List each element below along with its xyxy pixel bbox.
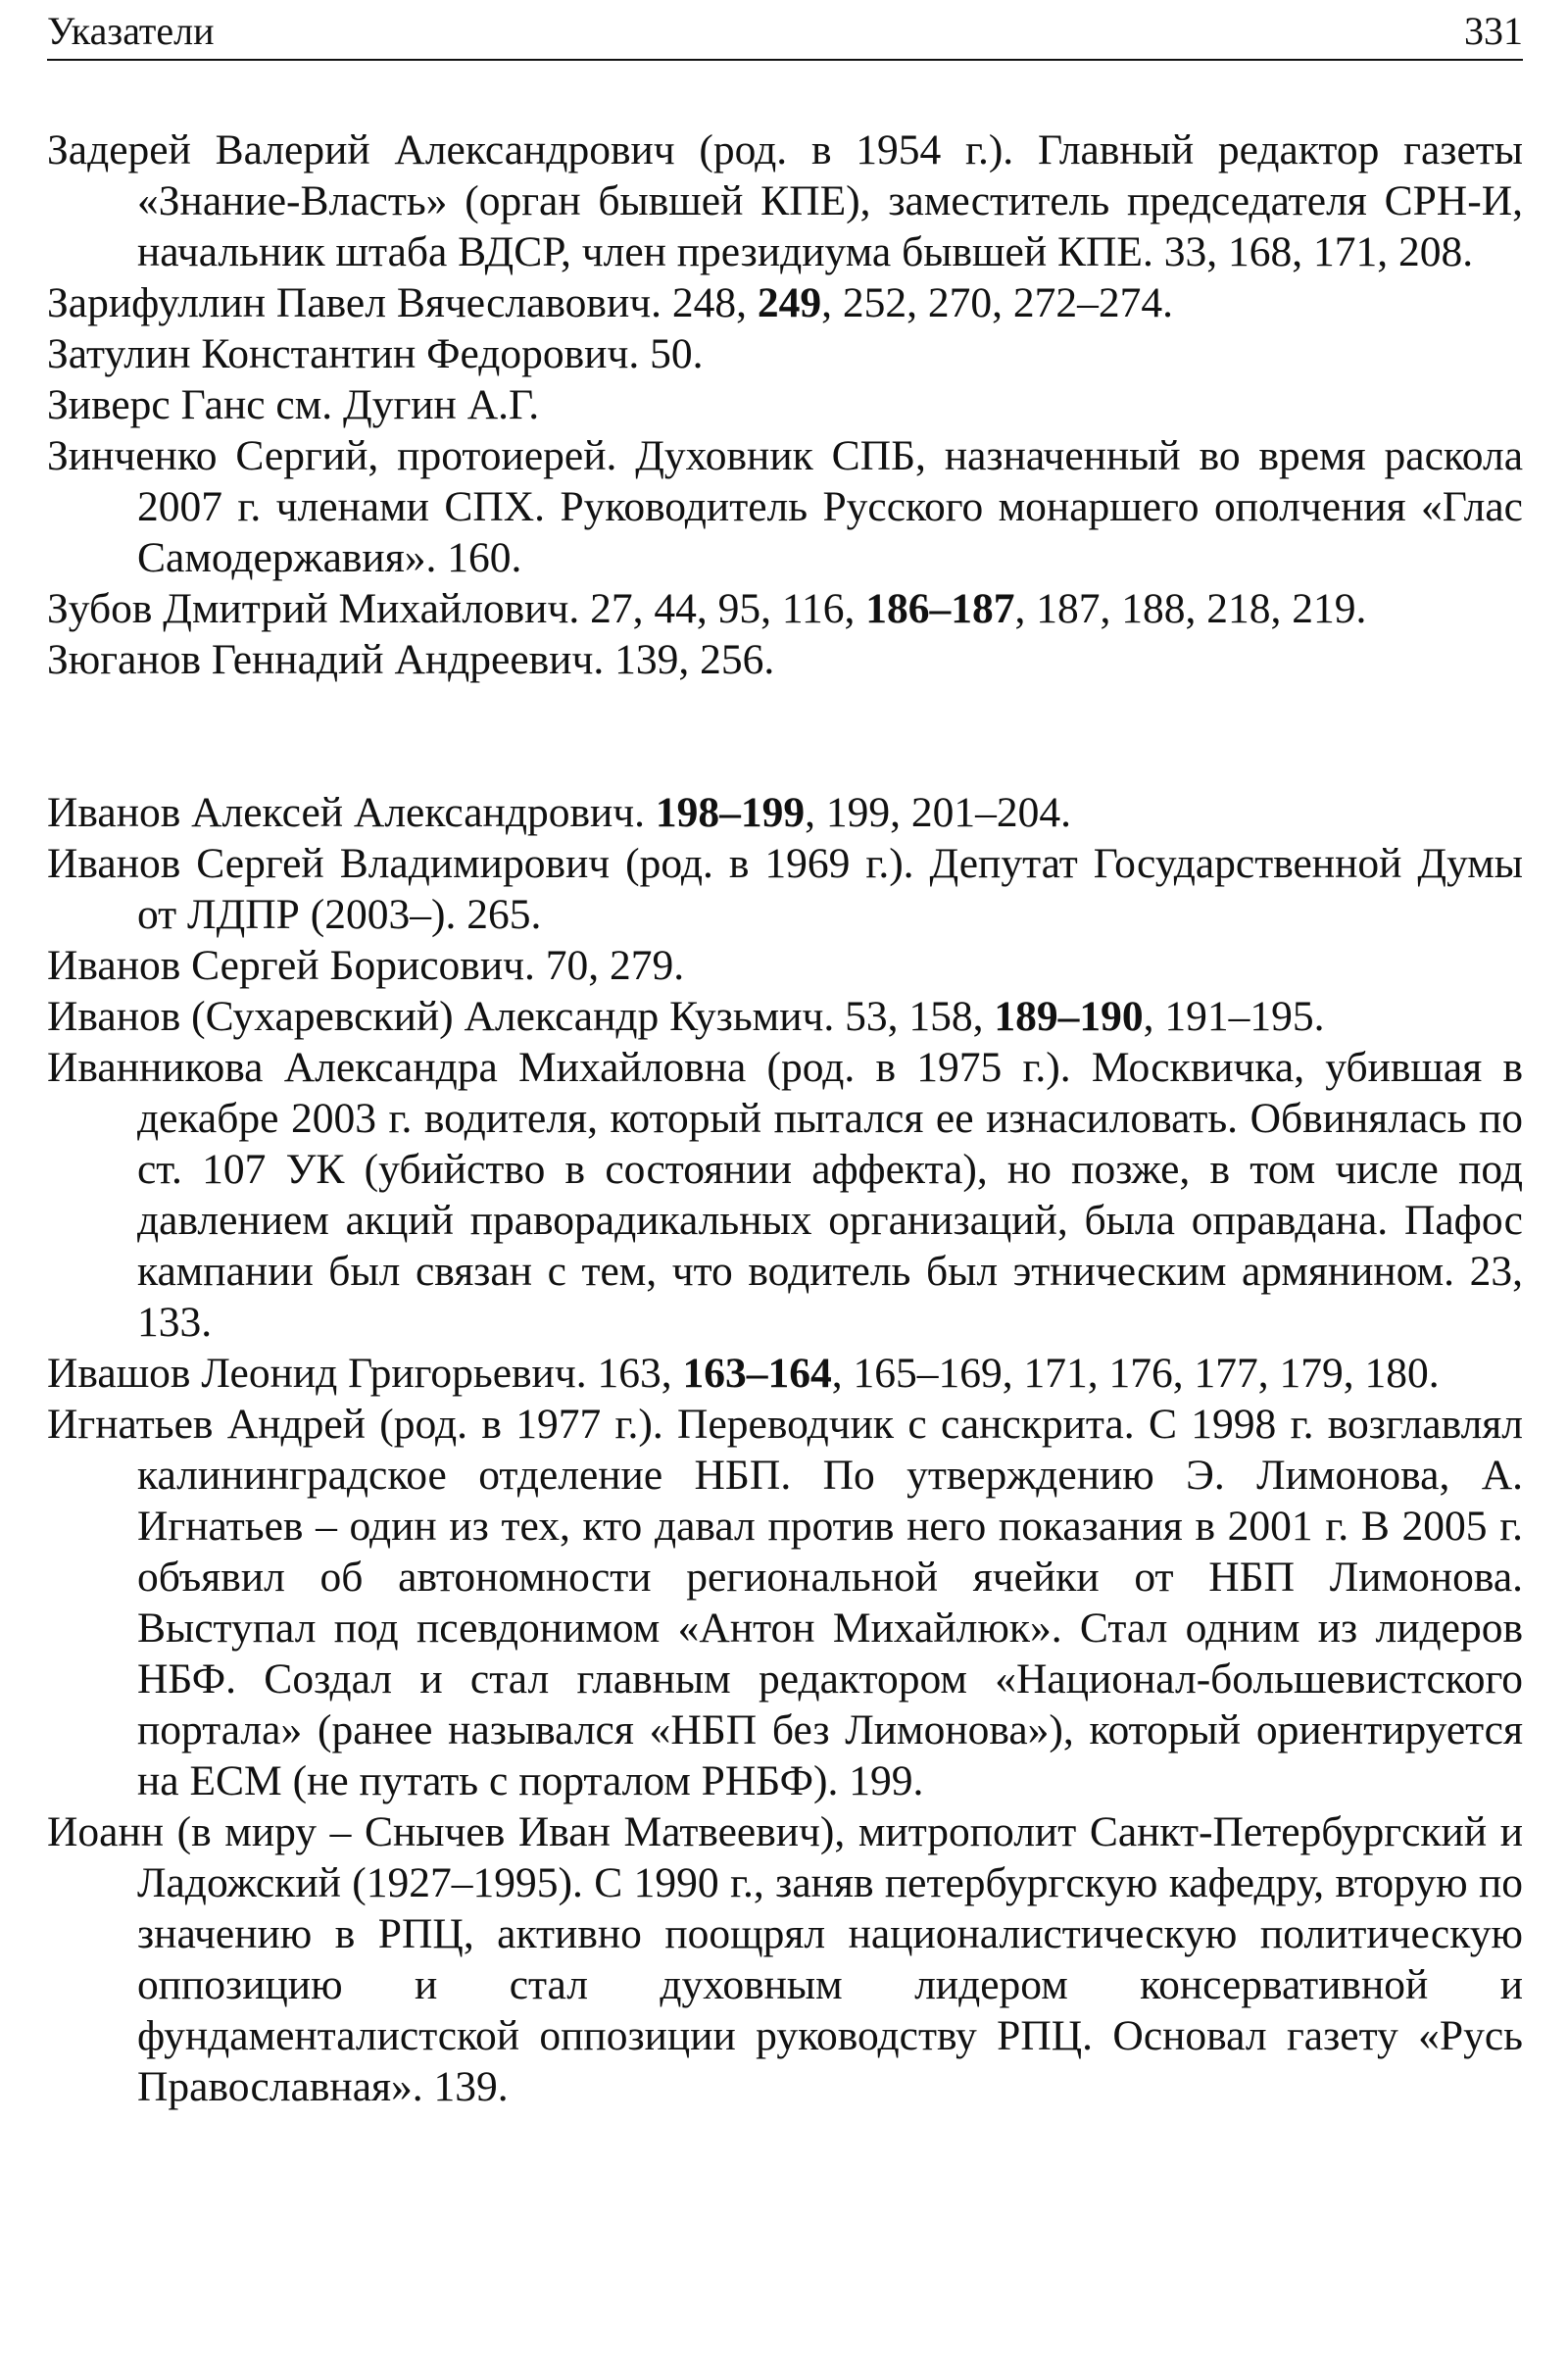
index-entry — [47, 634, 1523, 685]
index-entry — [47, 838, 1523, 940]
entry-text: Зарифуллин Павел Вячеславович. 248, — [47, 279, 758, 326]
entry-text: Иванов Сергей Борисович. 70, 279. — [47, 942, 685, 989]
entry-text: Ивашов Леонид Григорьевич. 163, — [47, 1350, 683, 1397]
main-page-reference: 249 — [757, 279, 822, 326]
entry-text: Зинченко Сергий, протоиерей. Духовник СПБ, назначенный во время раскола 2007 г. членами СПХ. Руководитель Русского монаршего ополчения «Глас Самодержавия». 160. — [47, 432, 1523, 581]
main-page-reference: 189–190 — [994, 993, 1144, 1040]
section-title: Указатели — [47, 9, 215, 53]
main-page-reference: 198–199 — [655, 789, 806, 836]
entry-text: Иванов Алексей Александрович. — [47, 789, 656, 836]
entry-text: Зубов Дмитрий Михайлович. 27, 44, 95, 116, — [47, 585, 866, 632]
entry-text: , 199, 201–204. — [805, 789, 1072, 836]
entry-text: , 191–195. — [1143, 993, 1325, 1040]
entry-text: , 165–169, 171, 176, 177, 179, 180. — [831, 1350, 1440, 1397]
entry-text: Иоанн (в миру – Снычев Иван Матвеевич), митрополит Санкт-Петербургский и Ладожский (1927–1995). С 1990 г., заняв петербургскую кафедру, вторую по значению в РПЦ, активно поощрял националистическую политическую оппозицию и стал духовным лидером консервативной и фундаменталистской оппозиции руководству РПЦ. Основал газету «Русь Православная». 139. — [47, 1808, 1523, 2110]
index-entry — [47, 1399, 1523, 1806]
index-entries — [47, 124, 1523, 2112]
index-entry — [47, 1348, 1523, 1399]
entry-text: , 187, 188, 218, 219. — [1014, 585, 1367, 632]
index-entry — [47, 940, 1523, 991]
entry-text: Затулин Константин Федорович. 50. — [47, 330, 704, 377]
index-entry — [47, 379, 1523, 430]
index-entry — [47, 430, 1523, 583]
main-page-reference: 163–164 — [682, 1350, 832, 1397]
index-entry — [47, 328, 1523, 379]
entry-text: Зиверс Ганс см. Дугин А.Г. — [47, 381, 540, 428]
entry-text: Игнатьев Андрей (род. в 1977 г.). Переводчик с санскрита. С 1998 г. возглавлял калининградское отделение НБП. По утверждению Э. Лимонова, А. Игнатьев – один из тех, кто давал против него показания в 2001 г. В 2005 г. объявил об автономности региональной ячейки от НБП Лимонова. Выступал под псевдонимом «Антон Михайлюк». Стал одним из лидеров НБФ. Создал и стал главным редактором «Национал-большевистского портала» (ранее назывался «НБП без Лимонова»), который ориентируется на ЕСМ (не путать с порталом РНБФ). 199. — [47, 1401, 1523, 1804]
entry-text: Задерей Валерий Александрович (род. в 1954 г.). Главный редактор газеты «Знание-Власть» (орган бывшей КПЕ), заместитель председателя СРН-И, начальник штаба ВДСР, член президиума бывшей КПЕ. 33, 168, 171, 208. — [47, 126, 1523, 275]
running-head — [47, 8, 1523, 61]
index-entry — [47, 277, 1523, 328]
entry-text: Иванникова Александра Михайловна (род. в 1975 г.). Москвичка, убившая в декабре 2003 г. водителя, который пытался ее изнасиловать. Обвинялась по ст. 107 УК (убийство в состоянии аффекта), но позже, в том числе под давлением акций праворадикальных организаций, была оправдана. Пафос кампании был связан с тем, что водитель был этническим армянином. 23, 133. — [47, 1044, 1523, 1346]
index-entry — [47, 1042, 1523, 1348]
index-entry — [47, 991, 1523, 1042]
index-entry — [47, 583, 1523, 634]
page-number: 331 — [1464, 9, 1523, 53]
entry-text: Зюганов Геннадий Андреевич. 139, 256. — [47, 636, 775, 683]
entry-text: , 252, 270, 272–274. — [821, 279, 1173, 326]
index-entry — [47, 1806, 1523, 2112]
main-page-reference: 186–187 — [865, 585, 1015, 632]
entry-text: Иванов (Сухаревский) Александр Кузьмич. 53, 158, — [47, 993, 995, 1040]
entry-text: Иванов Сергей Владимирович (род. в 1969 г.). Депутат Государственной Думы от ЛДПР (2003–). 265. — [47, 840, 1523, 938]
index-entry — [47, 787, 1523, 838]
index-entry — [47, 124, 1523, 277]
